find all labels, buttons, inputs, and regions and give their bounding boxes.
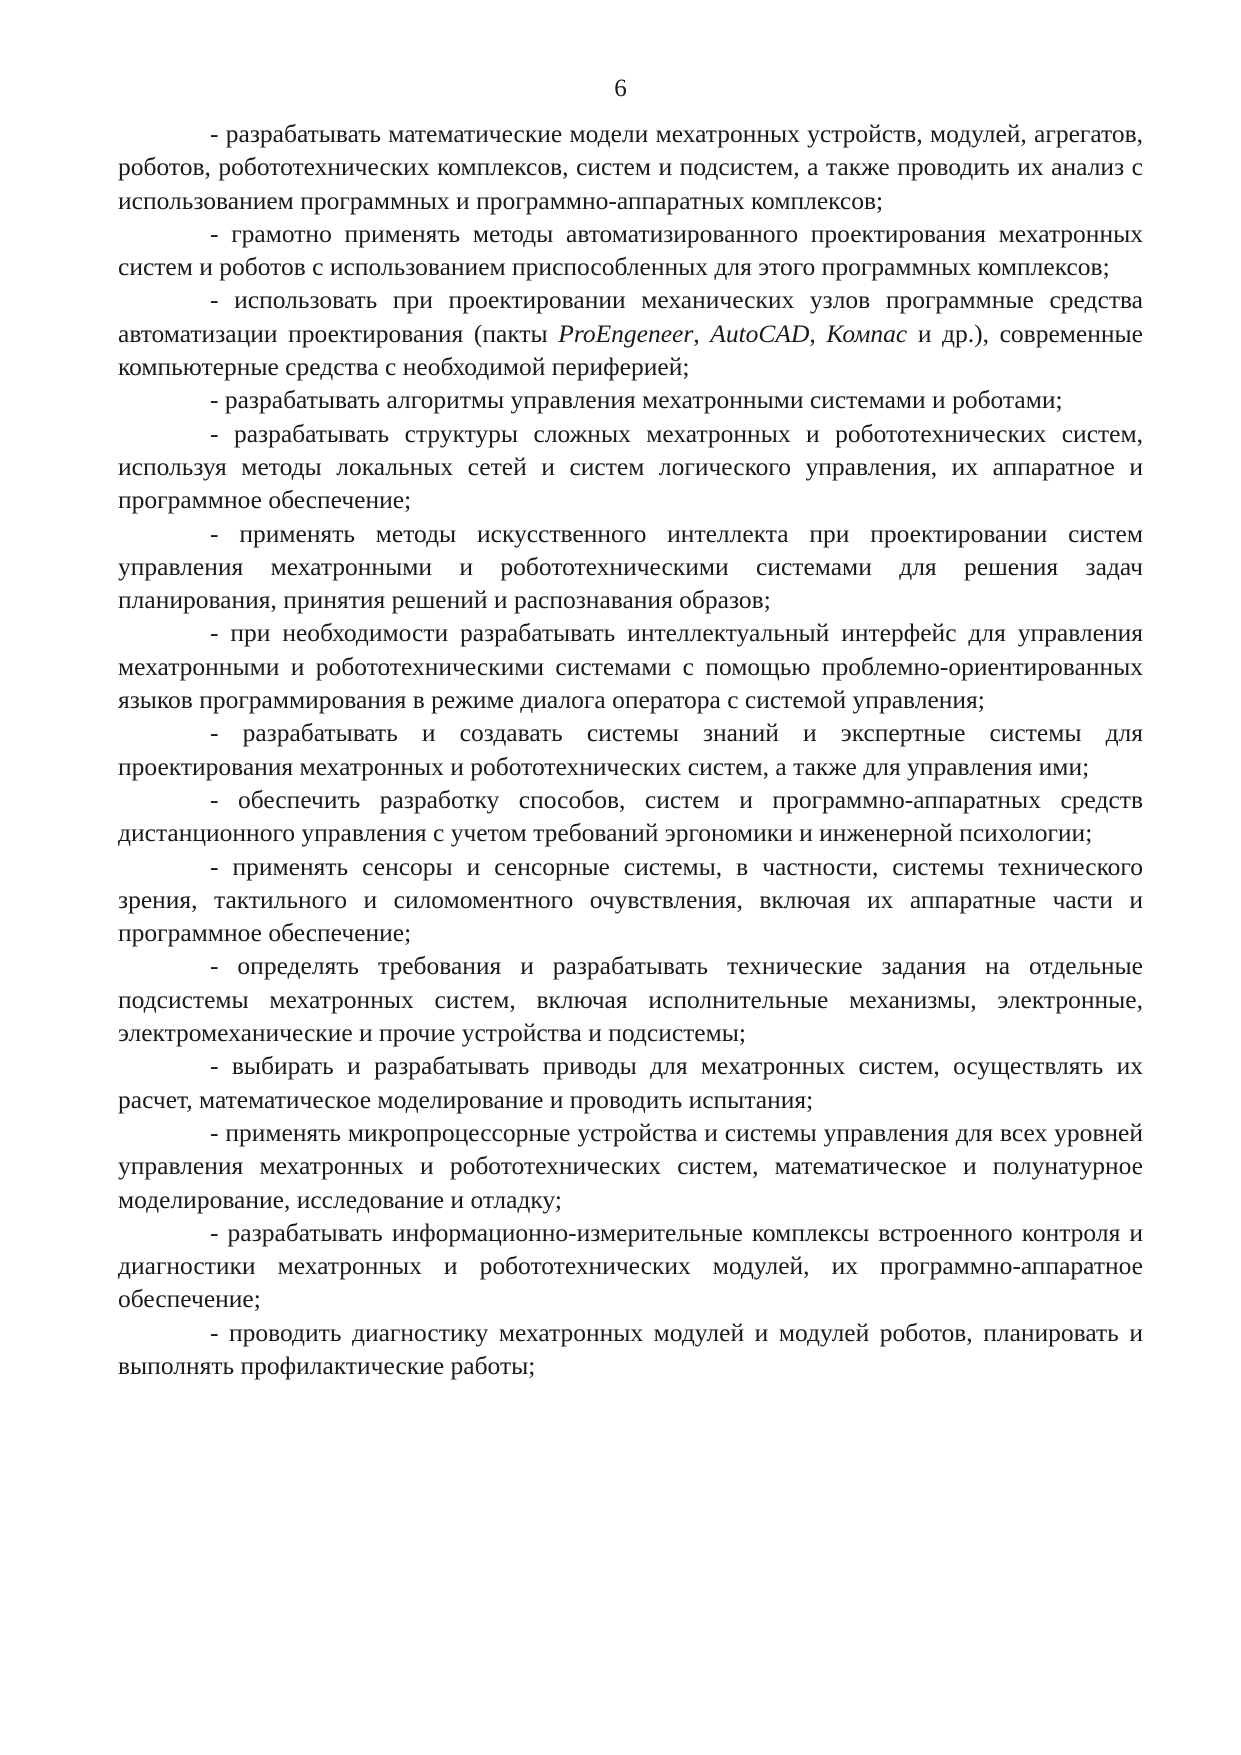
list-item: - обеспечить разработку способов, систем и программно-аппаратных средств дистанционного управления с учетом требований эргономики и инженерной психологии; xyxy=(118,784,1143,848)
list-item: - грамотно применять методы автоматизированного проектирования мехатронных систем и роботов с использованием приспособленных для этого программных комплексов; xyxy=(118,218,1143,282)
requirements-list xyxy=(118,117,1143,1382)
software-name-autocad: AutoCAD xyxy=(710,318,810,348)
list-item: - разрабатывать математические модели мехатронных устройств, модулей, агрегатов, роботов, робототехнических комплексов, систем и подсистем, а также проводить их анализ с использованием программных и программно-аппаратных комплексов; xyxy=(118,119,1143,215)
separator: , xyxy=(693,318,711,348)
list-item: - при необходимости разрабатывать интеллектуальный интерфейс для управления мехатронными и робототехническими системами с помощью проблемно-ориентированных языков программирования в режиме диалога оператора с системой управления; xyxy=(118,618,1143,715)
list-item: - применять микропроцессорные устройства и системы управления для всех уровней управления мехатронных и робототехнических систем, математическое и полунатурное моделирование, исследование и отладку; xyxy=(118,1117,1143,1214)
list-item-text: и др.), современные компьютерные средства с необходимой периферией; xyxy=(118,318,1143,382)
separator: , xyxy=(809,318,827,348)
list-item: - выбирать и разрабатывать приводы для мехатронных систем, осуществлять их расчет, математическое моделирование и проводить испытания; xyxy=(118,1051,1143,1114)
list-item: - определять требования и разрабатывать технические задания на отдельные подсистемы мехатронных систем, включая исполнительные механизмы, электронные, электромеханические и прочие устройства и подсистемы; xyxy=(118,951,1143,1048)
list-item: - применять сенсоры и сенсорные системы, в частности, системы технического зрения, тактильного и силомоментного очувствления, включая их аппаратные части и программное обеспечение; xyxy=(118,851,1143,948)
list-item: - разрабатывать информационно-измерительные комплексы встроенного контроля и диагностики мехатронных и робототехнических модулей, их программно-аппаратное обеспечение; xyxy=(118,1217,1143,1314)
list-item-text: - использовать при проектировании механических узлов программные средства автоматизации проектирования (пакты xyxy=(118,285,1143,348)
page-number: 6 xyxy=(614,75,627,102)
list-item xyxy=(118,283,1143,383)
software-name-proengineer: ProEngeneer xyxy=(558,318,694,348)
list-item: - разрабатывать алгоритмы управления мехатронными системами и роботами; xyxy=(210,385,1063,415)
list-item: - проводить диагностику мехатронных модулей и модулей роботов, планировать и выполнять профилактические работы; xyxy=(118,1317,1143,1380)
list-item: - применять методы искусственного интеллекта при проектировании систем управления мехатронными и робототехническими системами для решения задач планирования, принятия решений и распознавания образов; xyxy=(118,518,1143,615)
list-item: - разрабатывать и создавать системы знаний и экспертные системы для проектирования мехатронных и робототехнических систем, а также для управления ими; xyxy=(118,718,1143,781)
list-item: - разрабатывать структуры сложных мехатронных и робототехнических систем, используя методы локальных сетей и систем логического управления, их аппаратное и программное обеспечение; xyxy=(118,418,1143,515)
software-name-kompas: Компас xyxy=(826,318,908,348)
